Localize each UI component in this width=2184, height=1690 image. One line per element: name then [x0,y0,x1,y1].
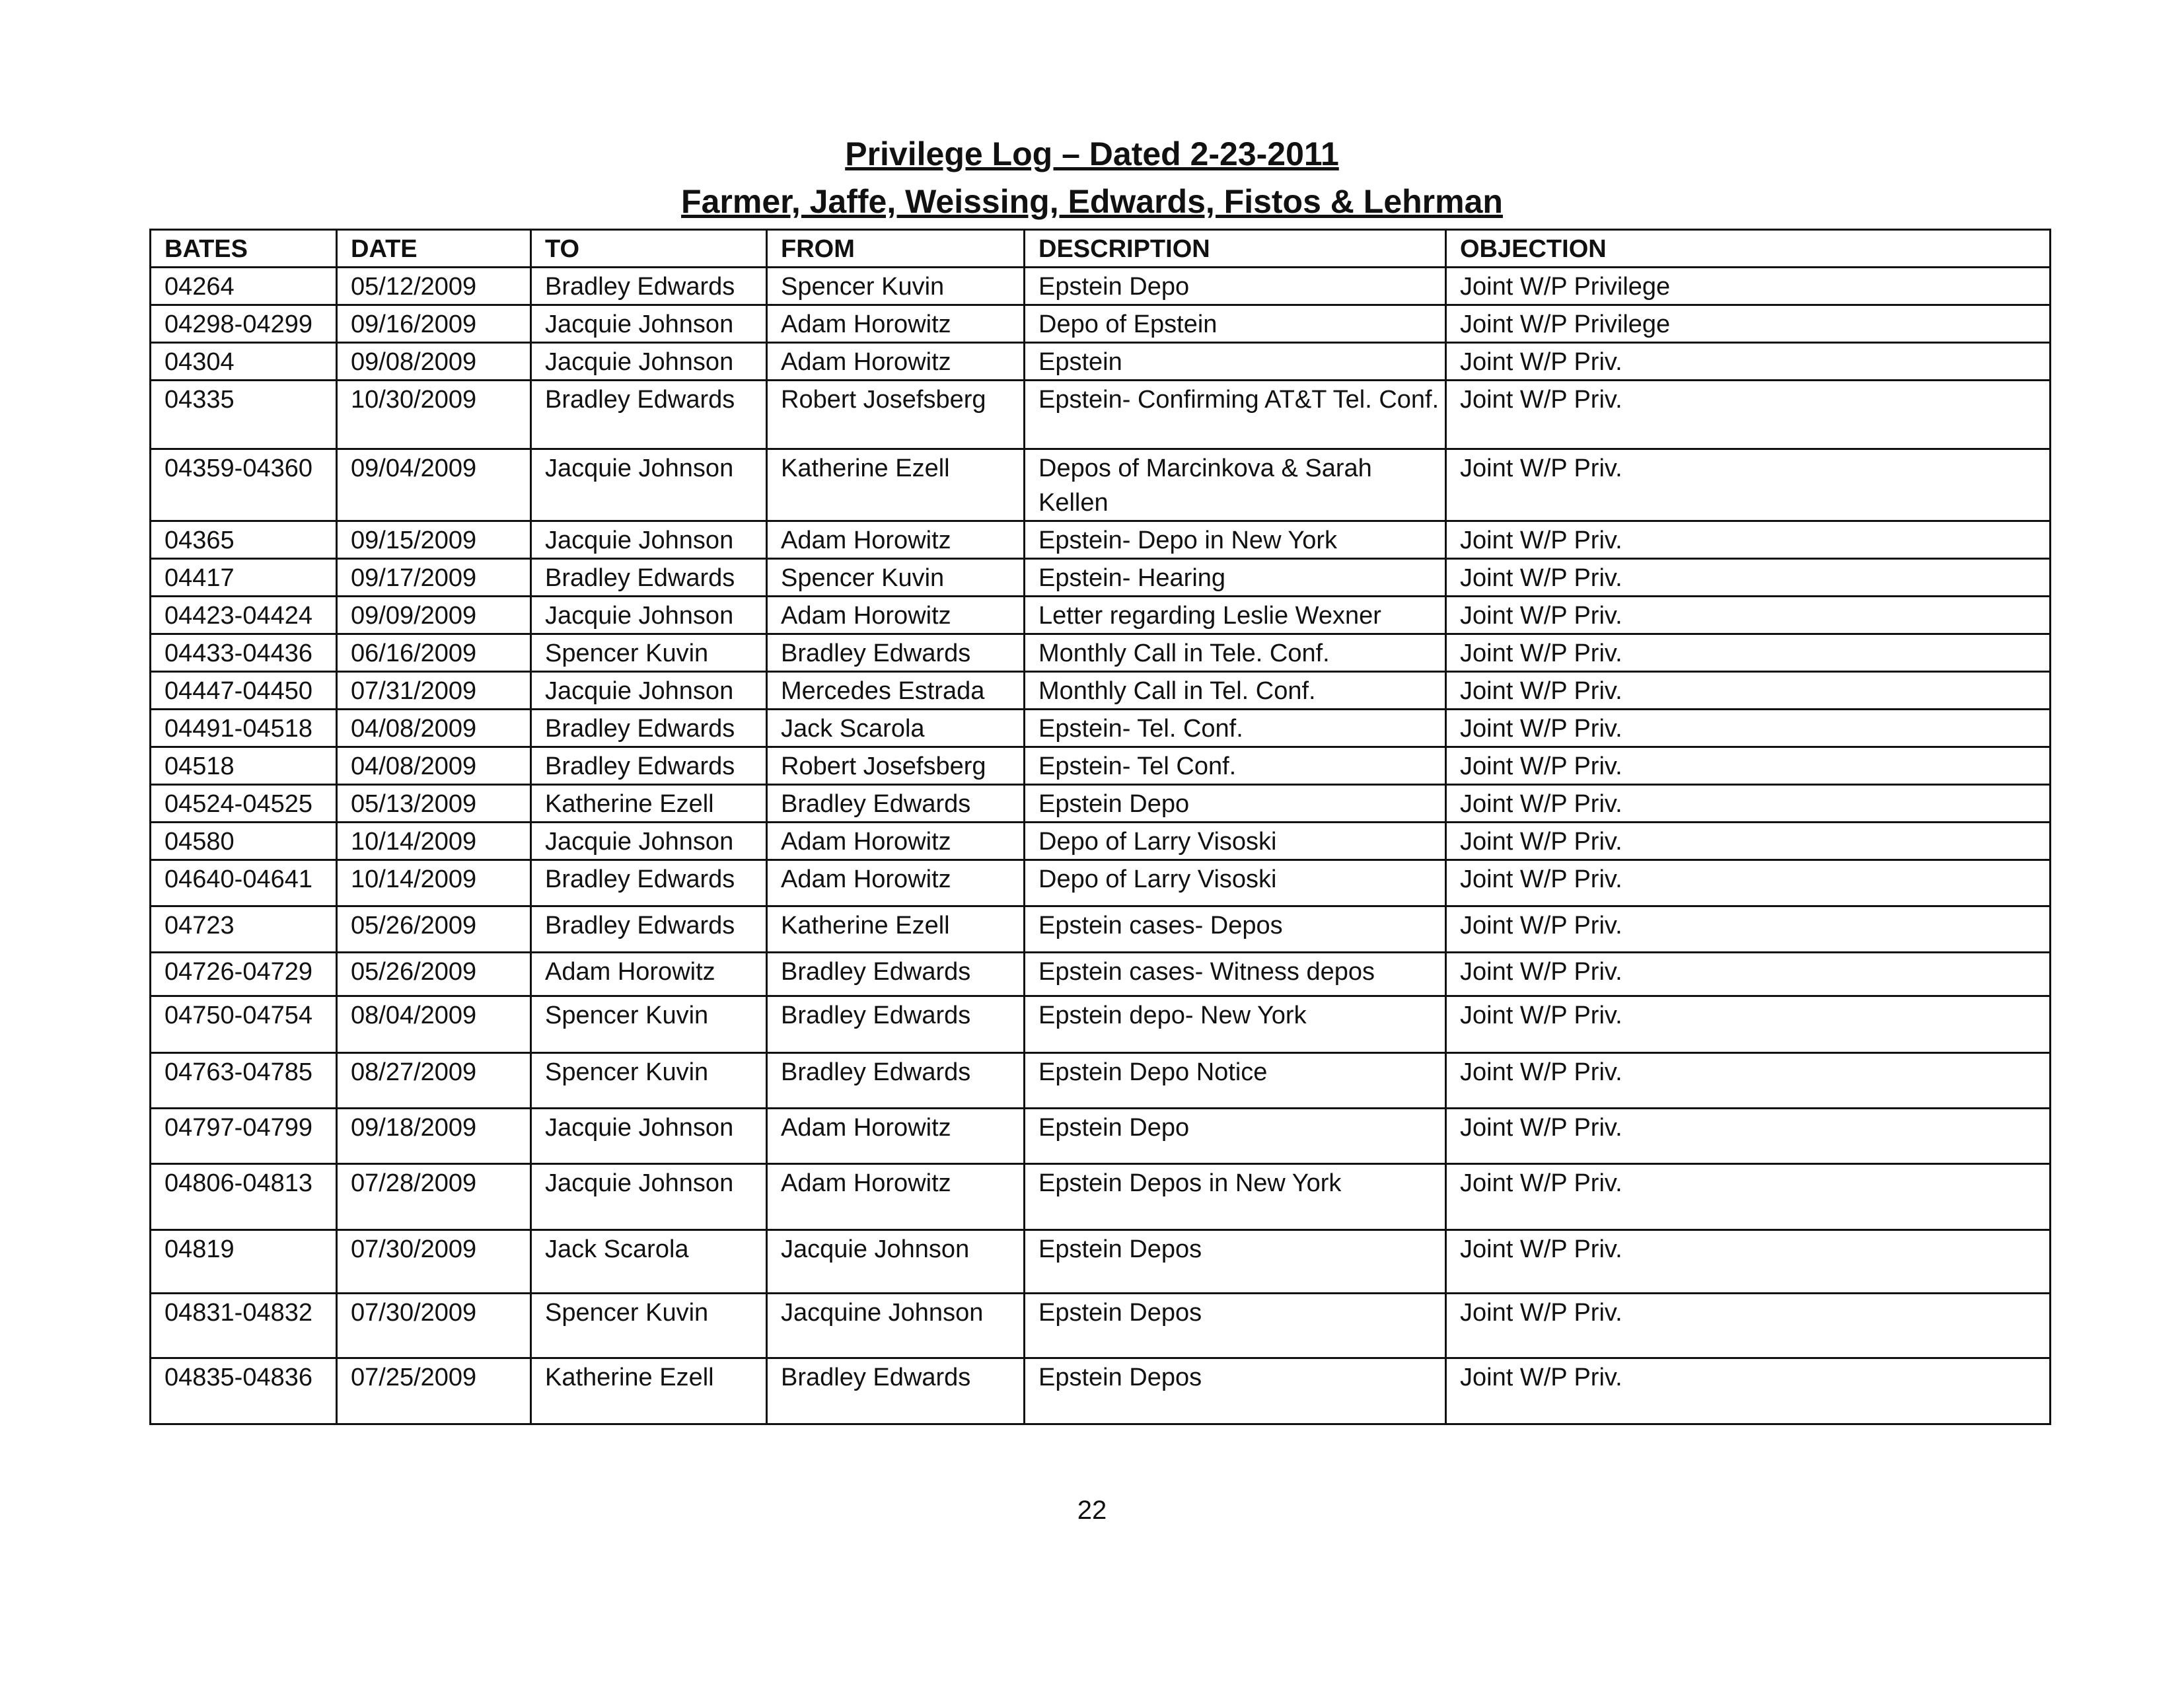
cell-description: Depo of Epstein [1025,305,1446,343]
cell-bates: 04518 [151,747,337,785]
cell-bates: 04365 [151,521,337,559]
cell-from: Katherine Ezell [767,449,1025,521]
header-bates: BATES [151,230,337,268]
privilege-log-table [149,229,2051,1425]
cell-to: Spencer Kuvin [531,1053,767,1109]
cell-to: Jacquie Johnson [531,343,767,381]
cell-objection: Joint W/P Priv. [1446,521,2051,559]
cell-description: Monthly Call in Tele. Conf. [1025,634,1446,672]
table-row [151,305,2051,343]
cell-from: Bradley Edwards [767,1053,1025,1109]
cell-objection: Joint W/P Priv. [1446,634,2051,672]
cell-description: Epstein depo- New York [1025,996,1446,1053]
table-row [151,1294,2051,1358]
cell-objection: Joint W/P Priv. [1446,1109,2051,1164]
cell-from: Adam Horowitz [767,1109,1025,1164]
table-row [151,449,2051,521]
cell-from: Jack Scarola [767,710,1025,747]
cell-from: Robert Josefsberg [767,381,1025,449]
table-row [151,747,2051,785]
cell-to: Spencer Kuvin [531,1294,767,1358]
table-row [151,1358,2051,1424]
cell-bates: 04447-04450 [151,672,337,710]
cell-date: 04/08/2009 [337,710,531,747]
cell-date: 09/09/2009 [337,597,531,634]
cell-bates: 04304 [151,343,337,381]
cell-to: Bradley Edwards [531,747,767,785]
cell-objection: Joint W/P Priv. [1446,597,2051,634]
header-from: FROM [767,230,1025,268]
cell-from: Jacquine Johnson [767,1294,1025,1358]
cell-description: Epstein cases- Depos [1025,906,1446,953]
cell-description: Epstein cases- Witness depos [1025,953,1446,996]
cell-date: 04/08/2009 [337,747,531,785]
table-body [151,268,2051,1424]
table-row [151,343,2051,381]
table-row [151,268,2051,305]
cell-objection: Joint W/P Priv. [1446,449,2051,521]
cell-from: Bradley Edwards [767,953,1025,996]
cell-objection: Joint W/P Priv. [1446,747,2051,785]
page-number: 22 [1077,1496,1107,1525]
cell-to: Bradley Edwards [531,559,767,597]
cell-to: Jack Scarola [531,1230,767,1294]
table-row [151,953,2051,996]
cell-description: Monthly Call in Tel. Conf. [1025,672,1446,710]
table-row [151,823,2051,860]
cell-objection: Joint W/P Priv. [1446,672,2051,710]
cell-date: 08/04/2009 [337,996,531,1053]
cell-description: Epstein Depo [1025,268,1446,305]
cell-from: Bradley Edwards [767,996,1025,1053]
table-row [151,1109,2051,1164]
cell-from: Adam Horowitz [767,823,1025,860]
cell-date: 07/31/2009 [337,672,531,710]
cell-to: Spencer Kuvin [531,634,767,672]
cell-objection: Joint W/P Priv. [1446,343,2051,381]
cell-description: Epstein [1025,343,1446,381]
cell-date: 09/08/2009 [337,343,531,381]
table-row [151,559,2051,597]
cell-bates: 04298-04299 [151,305,337,343]
cell-objection: Joint W/P Priv. [1446,953,2051,996]
cell-from: Robert Josefsberg [767,747,1025,785]
cell-objection: Joint W/P Priv. [1446,710,2051,747]
cell-date: 10/30/2009 [337,381,531,449]
cell-bates: 04640-04641 [151,860,337,906]
cell-date: 09/18/2009 [337,1109,531,1164]
cell-from: Adam Horowitz [767,597,1025,634]
cell-description: Epstein Depo [1025,785,1446,823]
cell-to: Spencer Kuvin [531,996,767,1053]
cell-description: Epstein Depo [1025,1109,1446,1164]
header-description: DESCRIPTION [1025,230,1446,268]
cell-date: 07/30/2009 [337,1294,531,1358]
cell-to: Jacquie Johnson [531,823,767,860]
cell-from: Katherine Ezell [767,906,1025,953]
cell-to: Jacquie Johnson [531,449,767,521]
cell-to: Bradley Edwards [531,710,767,747]
cell-description: Epstein- Tel. Conf. [1025,710,1446,747]
table-row [151,1053,2051,1109]
document-subtitle: Farmer, Jaffe, Weissing, Edwards, Fistos & Lehrman [681,183,1503,220]
cell-to: Bradley Edwards [531,906,767,953]
cell-date: 05/26/2009 [337,906,531,953]
table-row [151,1164,2051,1230]
cell-objection: Joint W/P Privilege [1446,305,2051,343]
cell-bates: 04417 [151,559,337,597]
cell-description: Letter regarding Leslie Wexner [1025,597,1446,634]
cell-from: Adam Horowitz [767,860,1025,906]
cell-description: Depos of Marcinkova & Sarah Kellen [1025,449,1446,521]
cell-description: Depo of Larry Visoski [1025,860,1446,906]
cell-bates: 04797-04799 [151,1109,337,1164]
cell-bates: 04359-04360 [151,449,337,521]
cell-description: Depo of Larry Visoski [1025,823,1446,860]
cell-to: Katherine Ezell [531,785,767,823]
cell-to: Jacquie Johnson [531,521,767,559]
cell-to: Jacquie Johnson [531,672,767,710]
table-row [151,521,2051,559]
cell-to: Jacquie Johnson [531,1164,767,1230]
cell-from: Bradley Edwards [767,785,1025,823]
cell-to: Adam Horowitz [531,953,767,996]
cell-description: Epstein- Confirming AT&T Tel. Conf. [1025,381,1446,449]
cell-objection: Joint W/P Priv. [1446,559,2051,597]
cell-to: Bradley Edwards [531,381,767,449]
cell-bates: 04264 [151,268,337,305]
cell-objection: Joint W/P Priv. [1446,1164,2051,1230]
cell-bates: 04423-04424 [151,597,337,634]
header-to: TO [531,230,767,268]
cell-from: Spencer Kuvin [767,268,1025,305]
header-objection: OBJECTION [1446,230,2051,268]
cell-objection: Joint W/P Priv. [1446,1230,2051,1294]
cell-date: 09/15/2009 [337,521,531,559]
cell-description: Epstein Depo Notice [1025,1053,1446,1109]
cell-bates: 04433-04436 [151,634,337,672]
cell-from: Bradley Edwards [767,1358,1025,1424]
cell-from: Adam Horowitz [767,1164,1025,1230]
table-row [151,996,2051,1053]
cell-from: Spencer Kuvin [767,559,1025,597]
cell-bates: 04524-04525 [151,785,337,823]
cell-description: Epstein- Depo in New York [1025,521,1446,559]
table-header-row [151,230,2051,268]
cell-from: Jacquie Johnson [767,1230,1025,1294]
table-row [151,381,2051,449]
cell-bates: 04806-04813 [151,1164,337,1230]
cell-to: Bradley Edwards [531,268,767,305]
cell-bates: 04763-04785 [151,1053,337,1109]
cell-date: 10/14/2009 [337,823,531,860]
cell-description: Epstein- Hearing [1025,559,1446,597]
cell-date: 07/30/2009 [337,1230,531,1294]
cell-bates: 04835-04836 [151,1358,337,1424]
header-date: DATE [337,230,531,268]
table-row [151,1230,2051,1294]
table-row [151,906,2051,953]
cell-date: 06/16/2009 [337,634,531,672]
cell-description: Epstein Depos [1025,1358,1446,1424]
cell-objection: Joint W/P Priv. [1446,1294,2051,1358]
cell-to: Bradley Edwards [531,860,767,906]
cell-date: 09/16/2009 [337,305,531,343]
cell-bates: 04580 [151,823,337,860]
cell-objection: Joint W/P Priv. [1446,381,2051,449]
cell-date: 08/27/2009 [337,1053,531,1109]
cell-objection: Joint W/P Priv. [1446,823,2051,860]
cell-description: Epstein- Tel Conf. [1025,747,1446,785]
cell-description: Epstein Depos [1025,1230,1446,1294]
cell-objection: Joint W/P Priv. [1446,785,2051,823]
cell-date: 05/12/2009 [337,268,531,305]
cell-objection: Joint W/P Priv. [1446,1358,2051,1424]
cell-bates: 04335 [151,381,337,449]
cell-date: 09/17/2009 [337,559,531,597]
cell-to: Jacquie Johnson [531,1109,767,1164]
table-row [151,597,2051,634]
cell-objection: Joint W/P Priv. [1446,996,2051,1053]
cell-date: 05/26/2009 [337,953,531,996]
cell-from: Mercedes Estrada [767,672,1025,710]
table-row [151,634,2051,672]
cell-description: Epstein Depos [1025,1294,1446,1358]
table-row [151,785,2051,823]
cell-date: 07/28/2009 [337,1164,531,1230]
cell-from: Bradley Edwards [767,634,1025,672]
cell-objection: Joint W/P Priv. [1446,1053,2051,1109]
cell-date: 10/14/2009 [337,860,531,906]
cell-from: Adam Horowitz [767,305,1025,343]
cell-description: Epstein Depos in New York [1025,1164,1446,1230]
cell-date: 05/13/2009 [337,785,531,823]
cell-bates: 04723 [151,906,337,953]
table-row [151,860,2051,906]
table-row [151,710,2051,747]
cell-to: Jacquie Johnson [531,305,767,343]
cell-bates: 04819 [151,1230,337,1294]
cell-to: Jacquie Johnson [531,597,767,634]
cell-bates: 04726-04729 [151,953,337,996]
cell-bates: 04491-04518 [151,710,337,747]
cell-bates: 04750-04754 [151,996,337,1053]
cell-bates: 04831-04832 [151,1294,337,1358]
cell-date: 09/04/2009 [337,449,531,521]
document-title: Privilege Log – Dated 2-23-2011 [845,135,1339,172]
cell-to: Katherine Ezell [531,1358,767,1424]
cell-from: Adam Horowitz [767,521,1025,559]
cell-objection: Joint W/P Priv. [1446,906,2051,953]
cell-date: 07/25/2009 [337,1358,531,1424]
cell-objection: Joint W/P Privilege [1446,268,2051,305]
cell-objection: Joint W/P Priv. [1446,860,2051,906]
table-row [151,672,2051,710]
cell-from: Adam Horowitz [767,343,1025,381]
